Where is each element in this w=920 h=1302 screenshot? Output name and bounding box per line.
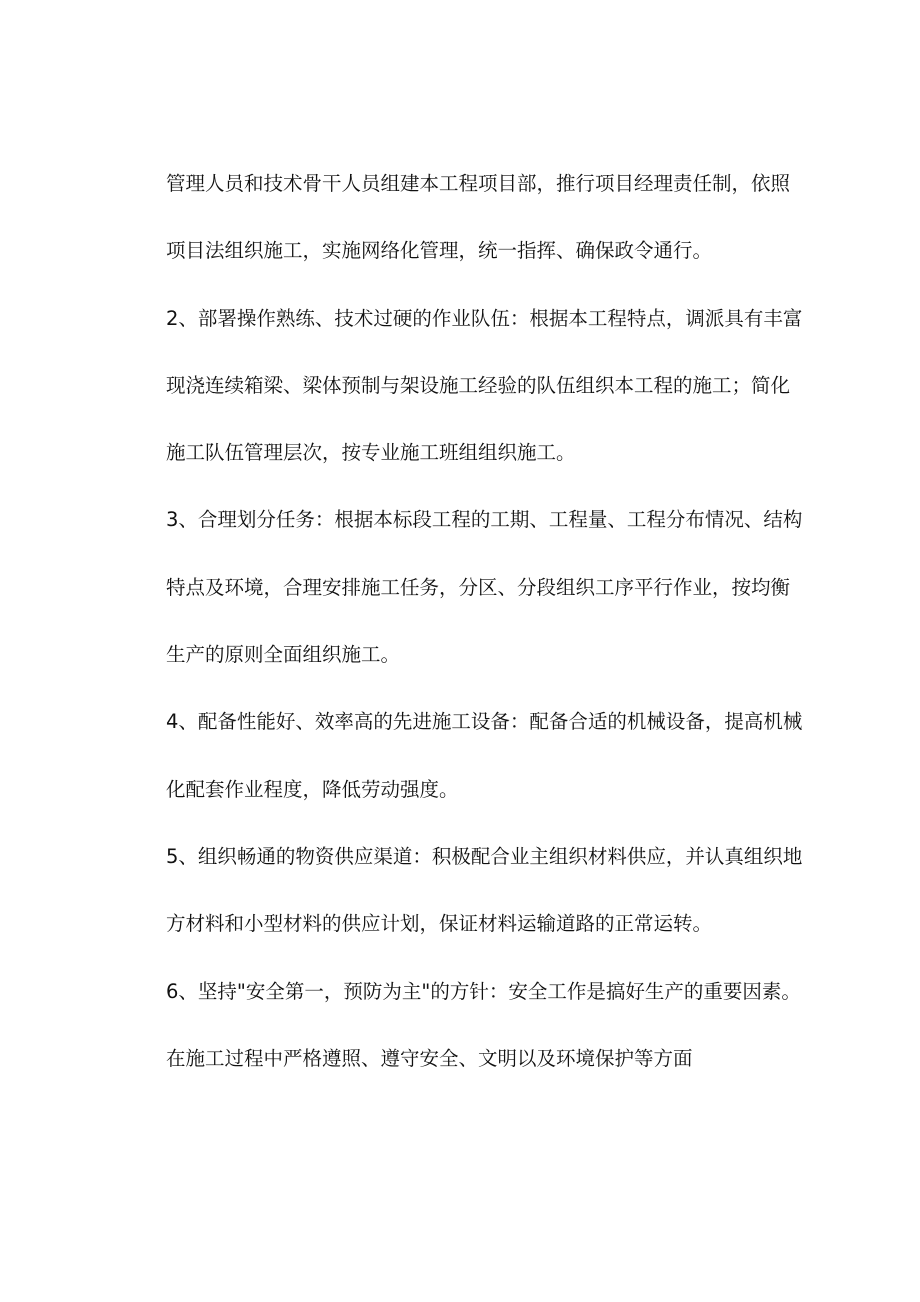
text-line: 现浇连续箱梁、梁体预制与架设施工经验的队伍组织本工程的施工；简化 [166,373,791,397]
text-line: 项目法组织施工，实施网络化管理，统一指挥、确保政令通行。 [166,239,713,263]
text-line: 6、坚持"安全第一，预防为主"的方针：安全工作是搞好生产的重要因素。 [166,979,801,1003]
text-line: 5、组织畅通的物资供应渠道：积极配合业主组织材料供应，并认真组织地 [166,844,803,868]
text-line: 管理人员和技术骨干人员组建本工程项目部，推行项目经理责任制，依照 [166,172,791,195]
text-line: 生产的原则全面组织施工。 [166,643,401,667]
text-line: 特点及环境，合理安排施工任务，分区、分段组织工序平行作业，按均衡 [166,575,791,599]
body-text [166,150,826,1092]
text-line: 2、部署操作熟练、技术过硬的作业队伍：根据本工程特点，调派具有丰富 [166,306,803,330]
text-line: 在施工过程中严格遵照、遵守安全、文明以及环境保护等方面 [166,1046,693,1070]
text-line: 4、配备性能好、效率高的先进施工设备：配备合适的机械设备，提高机械 [166,710,803,734]
text-line: 方材料和小型材料的供应计划，保证材料运输道路的正常运转。 [166,912,713,936]
text-line: 化配套作业程度，降低劳动强度。 [166,777,459,801]
text-line: 3、合理划分任务：根据本标段工程的工期、工程量、工程分布情况、结构 [166,508,803,532]
text-line: 施工队伍管理层次，按专业施工班组组织施工。 [166,441,576,465]
